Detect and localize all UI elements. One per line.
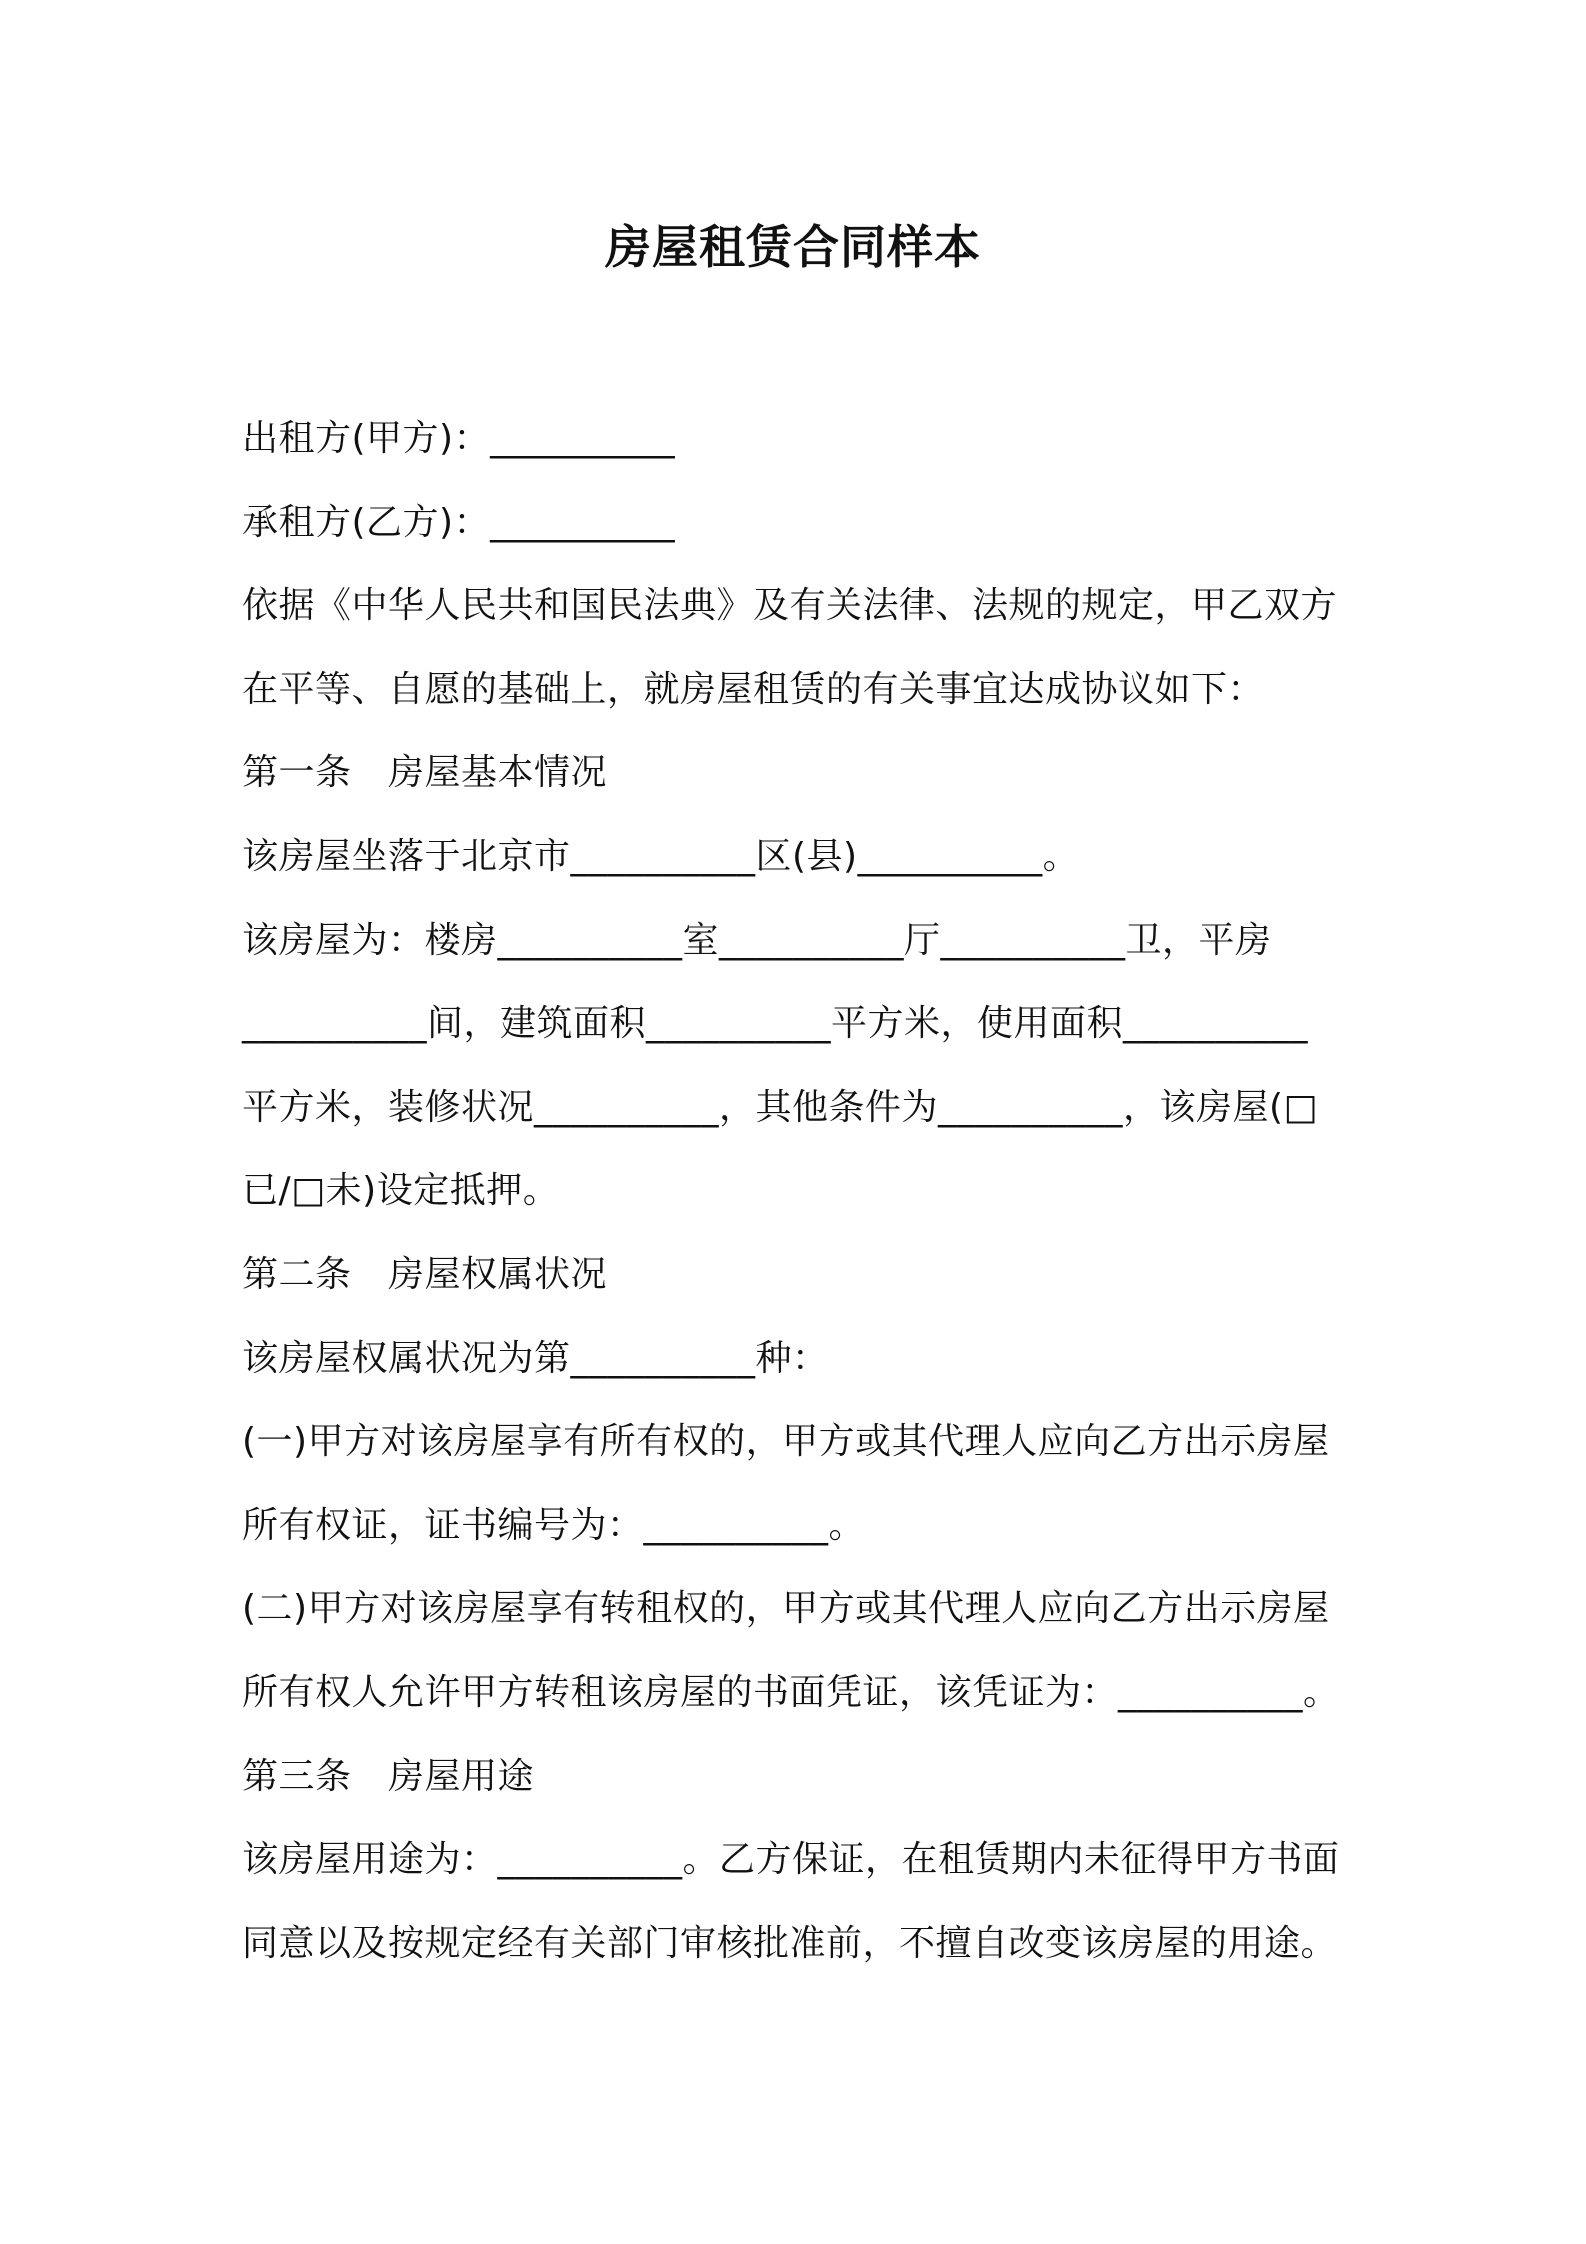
article-2-option-2-line-2: 所有权人允许甲方转租该房屋的书面凭证，该凭证为：__________。 (242, 1671, 1340, 1713)
article-2-option-1-line-2: 所有权证，证书编号为：__________。 (242, 1504, 866, 1546)
article-3-usage-line-2: 同意以及按规定经有关部门审核批准前，不擅自改变该房屋的用途。 (242, 1922, 1338, 1964)
document-title: 房屋租赁合同样本 (605, 220, 981, 274)
lessor-line: 出租方(甲方)：__________ (242, 418, 676, 459)
article-3-heading: 第三条 房屋用途 (242, 1755, 535, 1797)
article-2-status-line: 该房屋权属状况为第__________种： (242, 1337, 829, 1379)
lessee-line: 承租方(乙方)：__________ (242, 501, 676, 543)
article-2-heading: 第二条 房屋权属状况 (242, 1253, 608, 1295)
article-1-type-line-2: __________间，建筑面积__________平方米，使用面积__________ (242, 1003, 1309, 1045)
article-1-location-line: 该房屋坐落于北京市__________区(县)__________。 (242, 835, 1080, 877)
article-3-usage-line-1: 该房屋用途为：__________。乙方保证，在租赁期内未征得甲方书面 (242, 1839, 1340, 1881)
document-body (242, 397, 1362, 1985)
preamble-line-2: 在平等、自愿的基础上，就房屋租赁的有关事宜达成协议如下： (242, 668, 1265, 710)
preamble-line-1: 依据《中华人民共和国民法典》及有关法律、法规的规定，甲乙双方 (242, 585, 1338, 627)
article-2-option-2-line-1: (二)甲方对该房屋享有转租权的，甲方或其代理人应向乙方出示房屋 (242, 1588, 1330, 1630)
article-2-option-1-line-1: (一)甲方对该房屋享有所有权的，甲方或其代理人应向乙方出示房屋 (242, 1421, 1330, 1463)
article-1-type-line-3: 平方米，装修状况__________，其他条件为__________，该房屋(□ (242, 1086, 1319, 1128)
article-1-heading: 第一条 房屋基本情况 (242, 752, 608, 794)
article-1-type-line-4: 已/□未)设定抵押。 (242, 1170, 560, 1212)
article-1-type-line-1: 该房屋为：楼房__________室__________厅__________卫，平房 (242, 919, 1272, 961)
